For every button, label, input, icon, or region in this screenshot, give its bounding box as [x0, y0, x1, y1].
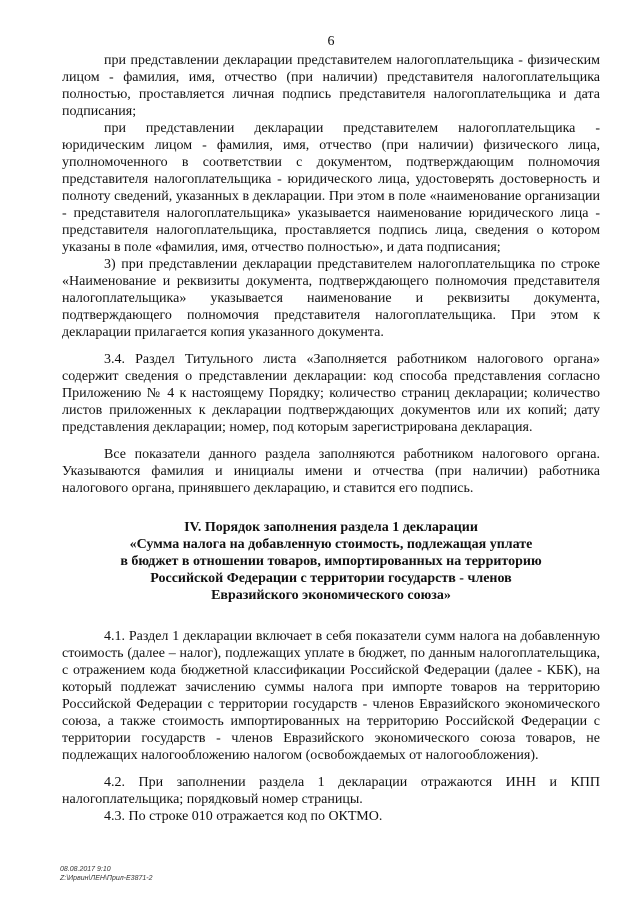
heading-line: Евразийского экономического союза»	[211, 588, 451, 603]
paragraph: 4.1. Раздел 1 декларации включает в себя показатели сумм налога на добавленную стоимость (далее – налог), подлежащих уплате в бюджет, по данным налогоплательщика, с отражением кода бюджетной классификации Российской Федерации (далее - КБК), на который подлежат зачислению суммы налога при импорте товаров на территорию Российской Федерации с территории государств - членов Евразийского экономического союза, а также стоимость импортированных на территорию Российской Федерации с территории государств - членов Евразийского экономического союза товаров, не подлежащих налогообложению налогом (освобождаемых от налогообложения).	[62, 629, 600, 763]
paragraph: Все показатели данного раздела заполняются работником налогового органа. Указываются фамилия и инициалы имени и отчества (при наличии) работника налогового органа, принявшего декларацию, и ставится его подпись.	[62, 447, 600, 496]
paragraph: 3.4. Раздел Титульного листа «Заполняется работником налогового органа» содержит сведения о представлении декларации: код способа представления согласно Приложению № 4 к настоящему Порядку; количество страниц декларации; количество листов приложенных к декларации подтверждающих документов или их копий; дату представления декларации; номер, под которым зарегистрирована декларация.	[62, 352, 600, 435]
heading-line: IV. Порядок заполнения раздела 1 декларации	[184, 520, 478, 535]
paragraph: 4.3. По строке 010 отражается код по ОКТМО.	[104, 809, 383, 824]
footer-file-path: Z:\Ирвин\ЛЕН\Прил-Е3871-2	[60, 875, 153, 882]
heading-line: в бюджет в отношении товаров, импортированных на территорию	[120, 554, 542, 569]
page-number: 6	[327, 34, 335, 49]
paragraph: 3) при представлении декларации представителем налогоплательщика по строке «Наименование и реквизиты документа, подтверждающего полномочия представителя налогоплательщика» указывается наименование и реквизиты документа, подтверждающего полномочия представителя налогоплательщика. При этом к декларации прилагается копия указанного документа.	[62, 257, 600, 340]
paragraph: при представлении декларации представителем налогоплательщика - физическим лицом - фамилия, имя, отчество (при наличии) представителя налогоплательщика полностью, проставляется личная подпись представителя налогоплательщика и дата подписания;	[62, 53, 600, 119]
heading-line: «Сумма налога на добавленную стоимость, подлежащая уплате	[129, 537, 533, 552]
section-heading	[62, 519, 600, 604]
body-text-bottom	[62, 628, 600, 825]
paragraph: 4.2. При заполнении раздела 1 декларации отражаются ИНН и КПП налогоплательщика; порядковый номер страницы.	[62, 775, 600, 807]
document-footer	[60, 865, 152, 883]
heading-line: Российской Федерации с территории государств - членов	[150, 571, 512, 586]
body-text-top	[62, 52, 600, 497]
footer-date: 08.08.2017 9:10	[60, 866, 111, 873]
paragraph: при представлении декларации представителем налогоплательщика - юридическим лицом - фамилия, имя, отчество (при наличии) физического лица, уполномоченного в соответствии с документом, подтверждающим полномочия представителя налогоплательщика - юридического лица, удостоверять достоверность и полноту сведений, указанных в декларации. При этом в поле «наименование организации - представителя налогоплательщика» указывается наименование юридического лица - представителя налогоплательщика, проставляется подпись лица, сведения о котором указаны в поле «фамилия, имя, отчество полностью», и дата подписания;	[62, 121, 600, 255]
